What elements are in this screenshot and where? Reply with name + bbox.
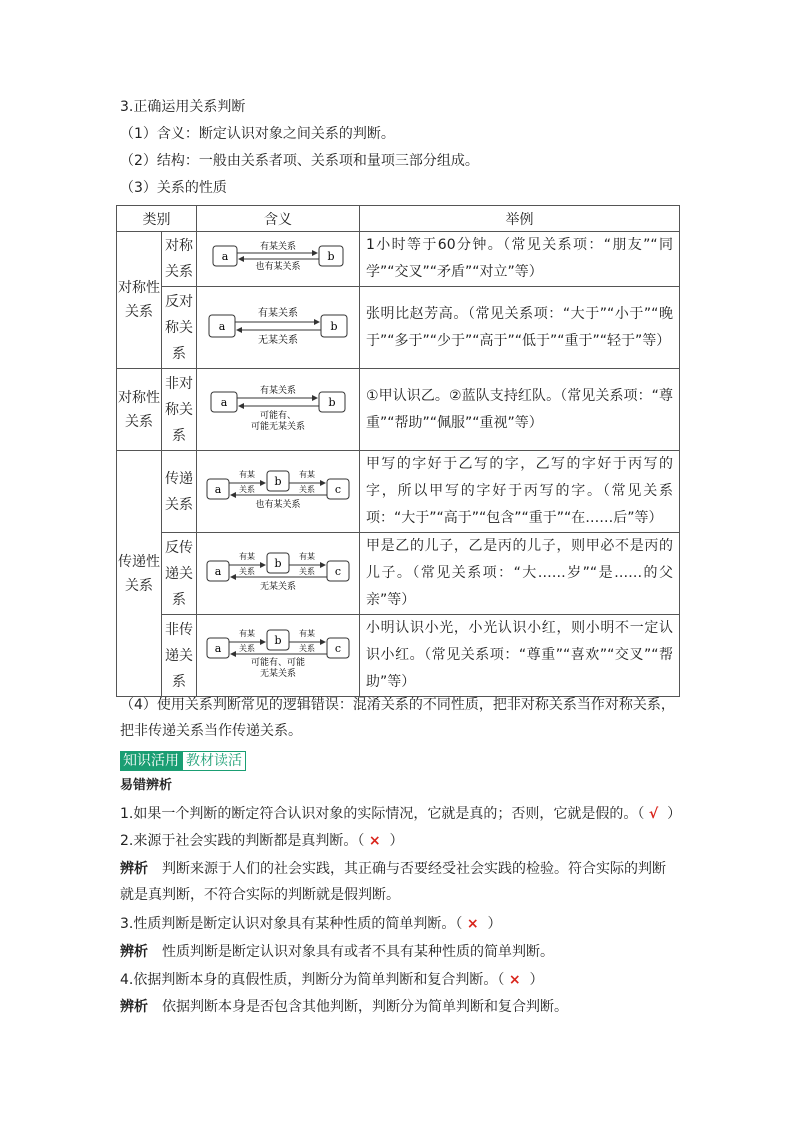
relation-label: 关系: [299, 643, 315, 653]
relation-label: 有某关系: [259, 385, 297, 396]
analysis-block: 辨析 依据判断本身是否包含其他判断，判断分为简单判断和复合判断。: [120, 999, 568, 1015]
analysis-label: 辨析: [120, 861, 148, 877]
table-header-row: [117, 206, 680, 232]
analysis-block: 辨析 性质判断是断定认识对象具有或者不具有某种性质的简单判断。: [120, 944, 554, 960]
relation-label: 有某关系: [259, 242, 297, 252]
svg-text:c: c: [334, 564, 342, 578]
table-row: [117, 232, 680, 287]
relation-properties-table: [116, 205, 680, 697]
example-cell: ①甲认识乙。②蓝队支持红队。（常见关系项：“尊重”“帮助”“佩服”“重视”等）: [360, 369, 680, 451]
diagram-cell: [197, 451, 360, 533]
relation-label: 也有某关系: [255, 262, 301, 272]
svg-text:b: b: [330, 319, 338, 333]
table-row: [117, 615, 680, 697]
subcategory-cell: 反对称关系: [162, 287, 197, 369]
header-category: 类别: [117, 206, 197, 232]
table-row: [117, 369, 680, 451]
table-row: [117, 451, 680, 533]
relation-label: 有某: [299, 469, 315, 479]
question-item: 2.来源于社会实践的判断都是真判断。（ × ）: [120, 833, 404, 849]
tag-textbook-reading: 教材读活: [182, 751, 246, 771]
diagram-cell: [197, 287, 360, 369]
svg-text:b: b: [274, 474, 282, 488]
relation-label: 有某: [239, 628, 255, 638]
subcategory-cell: 非传递关系: [162, 615, 197, 697]
check-mark-icon: √: [648, 806, 659, 822]
tag-knowledge-use: 知识活用: [120, 751, 182, 771]
svg-text:b: b: [327, 250, 335, 263]
svg-text:b: b: [274, 556, 282, 570]
cross-mark-icon: ×: [368, 833, 381, 849]
header-meaning: 含义: [197, 206, 360, 232]
section-tags: [120, 750, 246, 771]
relation-label: 关系: [239, 643, 255, 653]
transitive-diagram: [203, 465, 353, 515]
relation-label: 有某关系: [258, 307, 298, 319]
relation-label: 无某关系: [258, 334, 298, 346]
example-cell: 小明认识小光，小光认识小红，则小明不一定认识小红。（常见关系项：“尊重”“喜欢”“交叉”“帮助”等）: [360, 615, 680, 697]
question-item: 3.性质判断是断定认识对象具有某种性质的简单判断。（ × ）: [120, 916, 502, 932]
relation-label: 关系: [299, 566, 315, 576]
diagram-cell: [197, 369, 360, 451]
relation-label: 无某关系: [259, 668, 297, 679]
relation-label: 关系: [239, 484, 255, 494]
relation-label: 无某关系: [259, 581, 297, 592]
svg-text:a: a: [221, 250, 229, 263]
subcategory-cell: 传递关系: [162, 451, 197, 533]
antitransitive-diagram: [203, 547, 353, 597]
table-row: [117, 287, 680, 369]
nontransitive-diagram: [203, 626, 353, 682]
subcategory-cell: 对称关系: [162, 232, 197, 287]
relation-label: 有某: [239, 551, 255, 561]
subcategory-cell: 非对称关系: [162, 369, 197, 451]
relation-label: 有某: [299, 551, 315, 561]
relation-label: 有某: [239, 469, 255, 479]
subcategory-cell: 反传递关系: [162, 533, 197, 615]
cross-mark-icon: ×: [508, 972, 521, 988]
svg-text:a: a: [214, 641, 222, 655]
category-cell: 对称性关系: [117, 232, 162, 369]
cross-mark-icon: ×: [466, 916, 479, 932]
svg-text:a: a: [220, 395, 228, 409]
svg-text:c: c: [334, 641, 342, 655]
svg-text:c: c: [334, 482, 342, 496]
example-cell: 甲写的字好于乙写的字，乙写的字好于丙写的字，所以甲写的字好于丙写的字。（常见关系项：“大于”“高于”“包含”“重于”“在……后”等）: [360, 451, 680, 533]
logic-error-note: （4）使用关系判断常见的逻辑错误：混淆关系的不同性质，把非对称关系当作对称关系，把非传递关系当作传递关系。: [120, 697, 675, 739]
analysis-label: 辨析: [120, 944, 148, 960]
relation-label: 可能无某关系: [250, 421, 306, 432]
category-cell: 对称性关系: [117, 369, 162, 451]
table-row: [117, 533, 680, 615]
analysis-label: 辨析: [120, 999, 148, 1015]
structure-item: （2）结构：一般由关系者项、关系项和量项三部分组成。: [120, 153, 479, 169]
analysis-block: 辨析 判断来源于人们的社会实践，其正确与否要经受社会实践的检验。符合实际的判断就是真判断，不符合实际的判断就是假判断。: [120, 861, 666, 903]
svg-text:b: b: [328, 395, 336, 409]
relation-label: 可能有、: [259, 410, 297, 421]
svg-text:a: a: [214, 564, 222, 578]
example-cell: 张明比赵芳高。（常见关系项：“大于”“小于”“晚于”“多于”“少于”“高于”“低于”“重于”“轻于”等）: [360, 287, 680, 369]
svg-text:a: a: [218, 319, 226, 333]
svg-text:a: a: [214, 482, 222, 496]
header-example: 举例: [360, 206, 680, 232]
diagram-cell: [197, 533, 360, 615]
relation-label: 有某: [299, 628, 315, 638]
symmetric-diagram: [203, 237, 353, 277]
relation-label: 关系: [239, 566, 255, 576]
example-cell: 1小时等于60分钟。（常见关系项：“朋友”“同学”“交叉”“矛盾”“对立”等）: [360, 232, 680, 287]
section-title: 3.正确运用关系判断: [120, 99, 246, 115]
question-item: 1.如果一个判断的断定符合认识对象的实际情况，它就是真的；否则，它就是假的。（ √ ）: [120, 806, 682, 822]
svg-text:b: b: [274, 633, 282, 647]
definition-item: （1）含义：断定认识对象之间关系的判断。: [120, 126, 395, 142]
relation-label: 可能有、可能: [250, 657, 306, 668]
properties-item: （3）关系的性质: [120, 180, 227, 196]
diagram-cell: [197, 615, 360, 697]
diagram-cell: [197, 232, 360, 287]
antisymmetric-diagram: [203, 301, 353, 351]
example-cell: 甲是乙的儿子，乙是丙的儿子，则甲必不是丙的儿子。（常见关系项：“大……岁”“是……的父亲”等）: [360, 533, 680, 615]
nonsymmetric-diagram: [203, 380, 353, 436]
relation-label: 也有某关系: [255, 499, 301, 510]
relation-label: 关系: [299, 484, 315, 494]
category-cell: 传递性关系: [117, 451, 162, 697]
question-item: 4.依据判断本身的真假性质，判断分为简单判断和复合判断。（ × ）: [120, 972, 544, 988]
error-analysis-heading: 易错辨析: [120, 778, 173, 793]
